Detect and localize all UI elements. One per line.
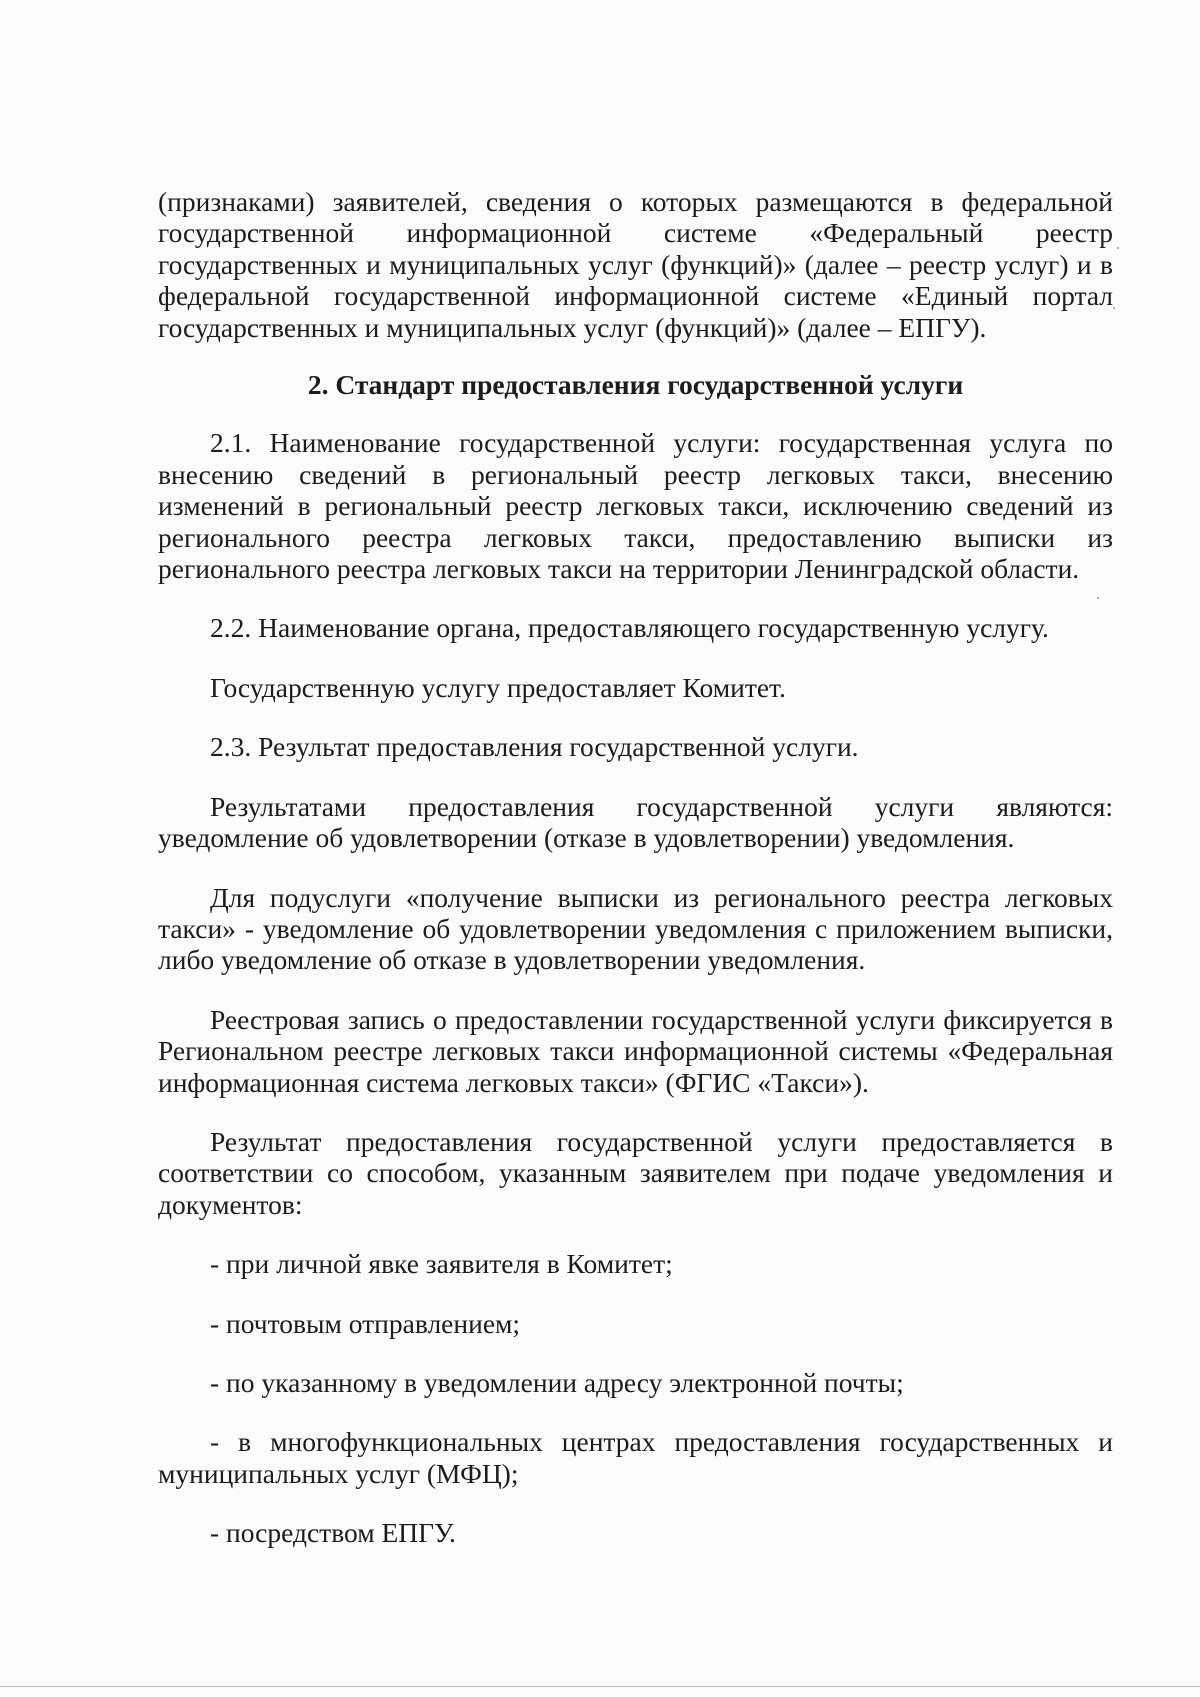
paragraph-delivery: Результат предоставления государственной услуги предоставляется в соответствии со способом, указанным заявителем при подаче уведомления и документов: — [158, 1125, 1113, 1220]
paragraph-subservice: Для подуслуги «получение выписки из регионального реестра легковых такси» - уведомление об удовлетворении уведомления с приложением выписки, либо уведомление об отказе в удовлетворении уведомления. — [158, 881, 1113, 976]
paragraph-2-2: 2.2. Наименование органа, предоставляющего государственную услугу. — [210, 612, 1049, 644]
document-body — [158, 186, 1113, 1549]
paragraph-2-3: 2.3. Результат предоставления государственной услуги. — [210, 731, 859, 763]
scan-speck — [1113, 307, 1115, 309]
intro-paragraph: (признаками) заявителей, сведения о которых размещаются в федеральной государственной информационной системе «Федеральный реестр государственных и муниципальных услуг (функций)» (далее – реестр услуг) и в федеральной государственной информационной системе «Единый портал государственных и муниципальных услуг (функций)» (далее – ЕПГУ). — [158, 186, 1113, 343]
paragraph-registry: Реестровая запись о предоставлении государственной услуги фиксируется в Региональном реестре легковых такси информационной системы «Федеральная информационная система легковых такси» (ФГИС «Такси»). — [158, 1003, 1113, 1098]
section-heading: 2. Стандарт предоставления государственной услуги — [307, 369, 964, 401]
scan-speck — [1097, 597, 1099, 599]
list-item: - почтовым отправлением; — [210, 1307, 521, 1339]
paragraph-provider: Государственную услугу предоставляет Комитет. — [210, 671, 786, 703]
list-item: - посредством ЕПГУ. — [210, 1517, 456, 1549]
page-bottom-edge — [0, 1686, 1200, 1687]
list-item: - по указанному в уведомлении адресу электронной почты; — [210, 1366, 904, 1398]
list-item: - в многофункциональных центрах предоставления государственных и муниципальных услуг (МФЦ); — [158, 1426, 1113, 1489]
paragraph-2-1: 2.1. Наименование государственной услуги: государственная услуга по внесению сведений в региональный реестр легковых такси, внесению изменений в региональный реестр легковых такси, исключению сведений из регионального реестра легковых такси, предоставлению выписки из регионального реестра легковых такси на территории Ленинградской области. — [158, 427, 1113, 585]
scan-speck — [1117, 247, 1119, 249]
paragraph-results: Результатами предоставления государственной услуги являются: уведомление об удовлетворении (отказе в удовлетворении) уведомления. — [158, 790, 1113, 854]
list-item: - при личной явке заявителя в Комитет; — [210, 1248, 673, 1280]
